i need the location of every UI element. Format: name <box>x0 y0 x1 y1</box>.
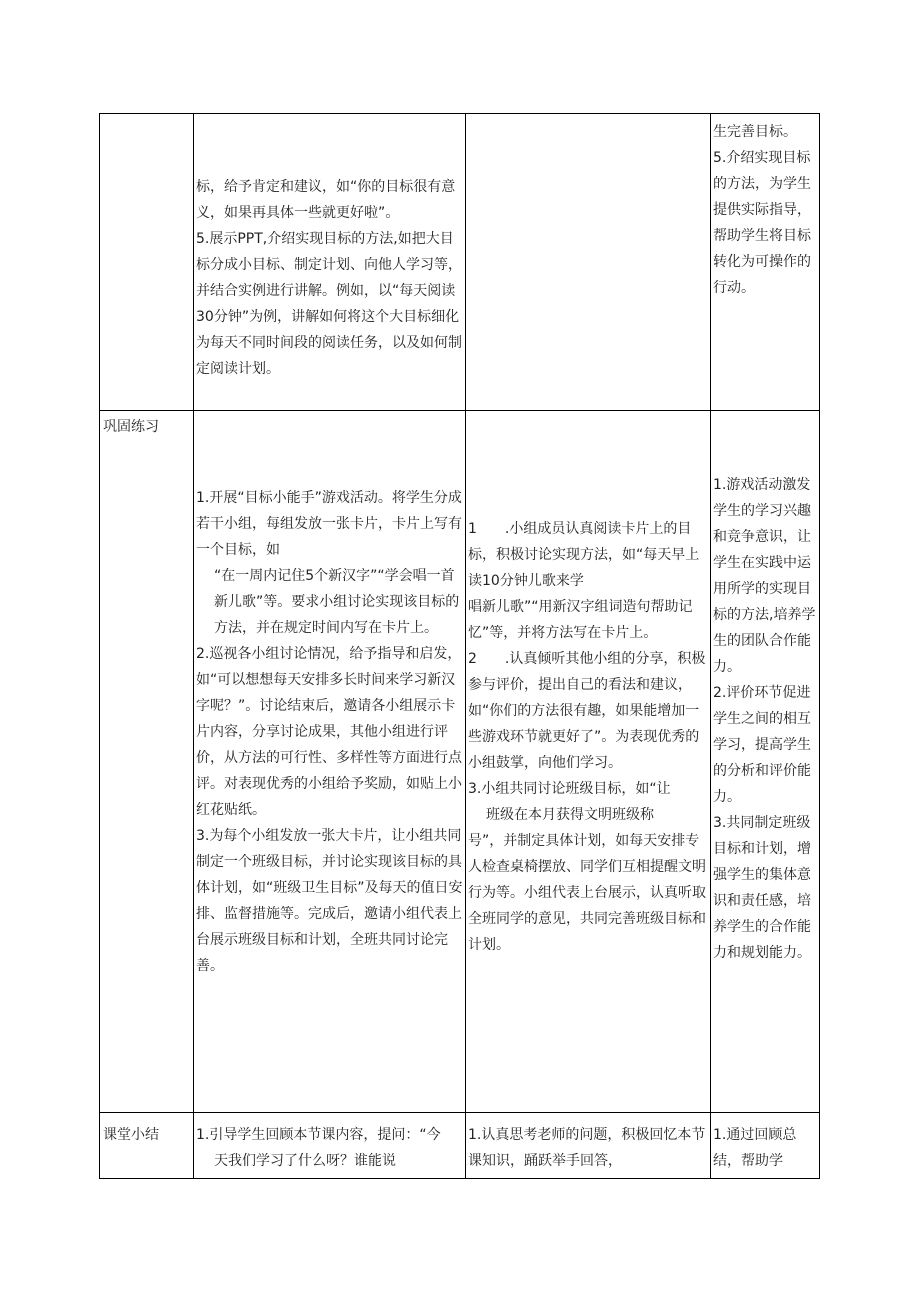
student-text: 号”，并制定具体计划，如每天安排专人检查桌椅摆放、同学们互相提醒文明行为等。小组代表上台展示，认真听取全班同学的意见，共同完善班级目标和计划。 <box>468 833 706 953</box>
design-text: 2.评价环节促进学生之间的相互学习，提高学生的分析和评价能力。 <box>713 685 811 805</box>
table-right-border <box>819 113 820 1179</box>
design-text: 5.介绍实现目标的方法，为学生提供实际指导，帮助学生将目标转化为可操作的行动。 <box>713 150 811 296</box>
student-cell <box>468 1122 711 1174</box>
design-text: 生完善目标。 <box>713 124 797 140</box>
row-divider <box>99 410 820 411</box>
column-divider <box>99 113 100 1179</box>
student-text: 唱新儿歌”“用新汉字组词造句帮助记忆”等，并将方法写在卡片上。 <box>468 599 693 641</box>
stage-label: 巩固练习 <box>103 419 159 435</box>
table-top-border <box>99 113 820 114</box>
teacher-text: 1.引导学生回顾本节课内容，提问：“今 <box>196 1127 441 1143</box>
design-cell <box>713 472 816 966</box>
teacher-text: 2.巡视各小组讨论情况，给予指导和启发，如“可以想想每天安排多长时间来学习新汉字呢？”。讨论结束后，邀请各小组展示卡片内容，分享讨论成果，其他小组进行评价，从方法的可行性、多样性等方面进行点评。对表现优秀的小组给予奖励，如贴上小红花贴纸。 <box>196 646 462 818</box>
design-text: 1.通过回顾总结，帮助学 <box>713 1127 797 1169</box>
student-cell <box>468 516 711 958</box>
column-divider <box>465 113 466 1179</box>
teacher-text: 1.开展“目标小能手”游戏活动。将学生分成若干小组，每组发放一张卡片，卡片上写有一个目标，如 <box>196 490 462 558</box>
teacher-text: 天我们学习了什么呀？谁能说 <box>214 1153 396 1169</box>
student-text: 1 .小组成员认真阅读卡片上的目标，积极讨论实现方法，如“每天早上读10分钟儿歌来学 <box>468 521 700 589</box>
teacher-text: 3.为每个小组发放一张大卡片，让小组共同制定一个班级目标，并讨论实现该目标的具体计划，如“班级卫生目标”及每天的值日安排、监督措施等。完成后，邀请小组代表上台展示班级目标和计划，全班共同讨论完善。 <box>196 828 463 974</box>
teacher-text: 标，给予肯定和建议，如“你的目标很有意义，如果再具体一些就更好啦”。 <box>196 179 456 221</box>
student-text: 3.小组共同讨论班级目标，如“让 <box>468 781 671 797</box>
student-text: 2 .认真倾听其他小组的分享，积极参与评价，提出自己的看法和建议，如“你们的方法很有趣，如果能增加一些游戏环节就更好了”。为表现优秀的小组鼓掌，向他们学习。 <box>468 651 706 771</box>
teacher-cell <box>196 485 465 979</box>
design-text: 3.共同制定班级目标和计划，增强学生的集体意识和责任感，培养学生的合作能力和规划能力。 <box>713 815 811 961</box>
teacher-text: 5.展示PPT,介绍实现目标的方法,如把大目标分成小目标、制定计划、向他人学习等，并结合实例进行讲解。例如，以“每天阅读30分钟”为例，讲解如何将这个大目标细化为每天不同时间段的阅读任务，以及如何制定阅读计划。 <box>196 231 462 377</box>
stage-label: 课堂小结 <box>103 1127 159 1143</box>
design-cell <box>713 119 816 301</box>
teacher-cell <box>196 174 465 382</box>
teacher-cell <box>196 1122 465 1174</box>
student-text: 1.认真思考老师的问题，积极回忆本节课知识，踊跃举手回答， <box>468 1127 706 1169</box>
teacher-text: “在一周内记住5个新汉字”“学会唱一首新儿歌”等。要求小组讨论实现该目标的方法，并在规定时间内写在卡片上。 <box>214 568 460 636</box>
design-text: 1.游戏活动激发学生的学习兴趣和竞争意识，让学生在实践中运用所学的实现目标的方法,培养学生的团队合作能力。 <box>713 477 816 675</box>
design-cell <box>713 1122 816 1174</box>
student-text: 班级在本月获得文明班级称 <box>486 807 654 823</box>
column-divider <box>193 113 194 1179</box>
row-divider <box>99 1112 820 1113</box>
table-bottom-border <box>99 1178 820 1179</box>
